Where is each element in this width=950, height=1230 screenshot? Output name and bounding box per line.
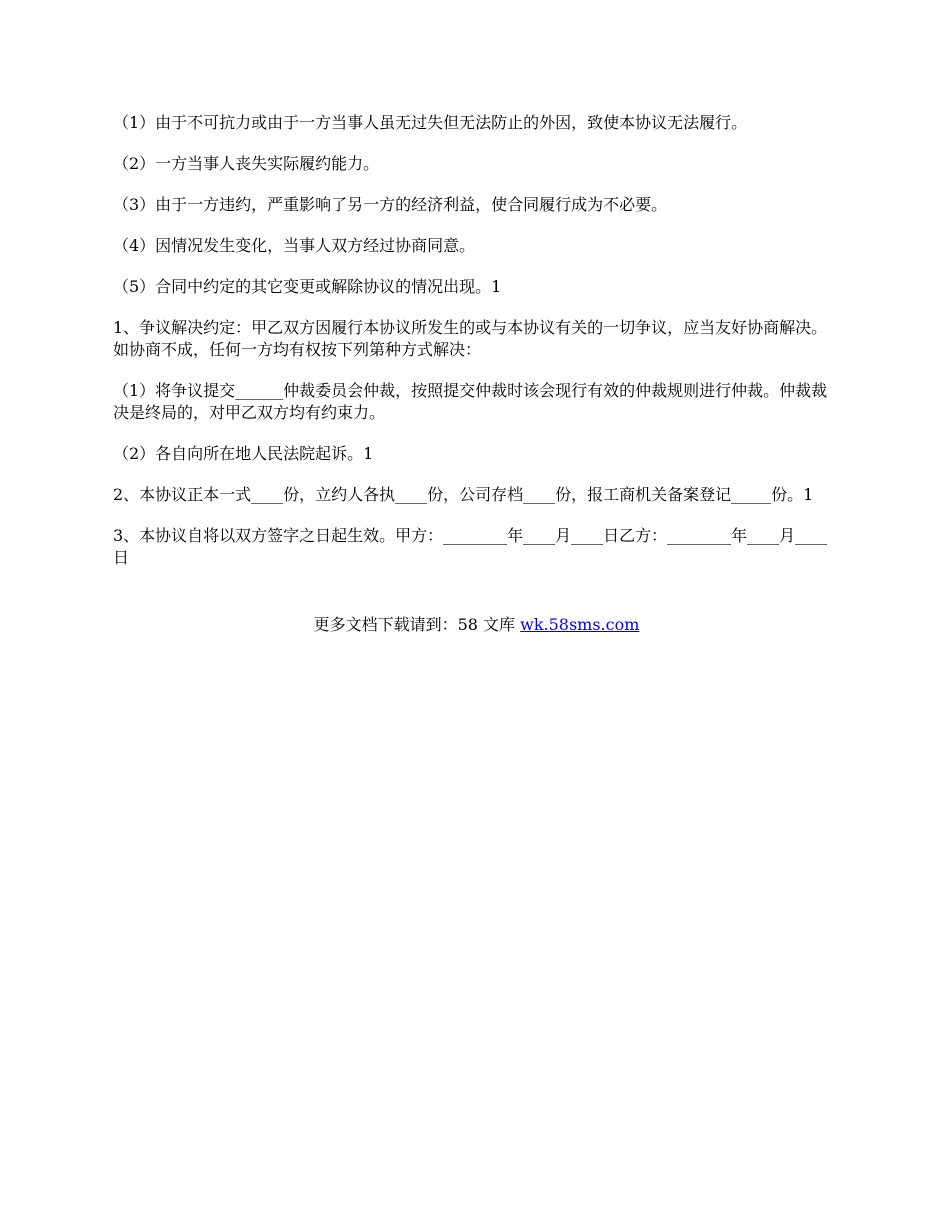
clause-dispute-litigation: （2）各自向所在地人民法院起诉。1 <box>113 444 374 463</box>
clause-termination-2: （2）一方当事人丧失实际履约能力。 <box>113 154 380 173</box>
clause-effective-signatures: 3、本协议自将以双方签字之日起生效。甲方：________年____月____日乙方：________年____月____日 <box>113 526 828 567</box>
clause-termination-3: （3）由于一方违约，严重影响了另一方的经济利益，使合同履行成为不必要。 <box>113 195 668 214</box>
clause-termination-4: （4）因情况发生变化，当事人双方经过协商同意。 <box>113 236 476 255</box>
footer-link[interactable]: wk.58sms.com <box>520 615 640 634</box>
clause-dispute-resolution: 1、争议解决约定：甲乙双方因履行本协议所发生的或与本协议有关的一切争议，应当友好协商解决。如协商不成，任何一方均有权按下列第种方式解决： <box>113 318 828 359</box>
clause-termination-5: （5）合同中约定的其它变更或解除协议的情况出现。1 <box>113 277 502 296</box>
clause-termination-1: （1）由于不可抗力或由于一方当事人虽无过失但无法防止的外因，致使本协议无法履行。 <box>113 113 748 132</box>
document-body <box>113 112 840 588</box>
clause-dispute-arbitration: （1）将争议提交______仲裁委员会仲裁，按照提交仲裁时该会现行有效的仲裁规则进行仲裁。仲裁裁决是终局的，对甲乙双方均有约束力。 <box>113 381 828 422</box>
download-footer <box>113 614 840 636</box>
footer-text: 更多文档下载请到：58 文库 <box>313 615 521 634</box>
clause-copies: 2、本协议正本一式____份，立约人各执____份，公司存档____份，报工商机关备案登记_____份。1 <box>113 485 814 504</box>
